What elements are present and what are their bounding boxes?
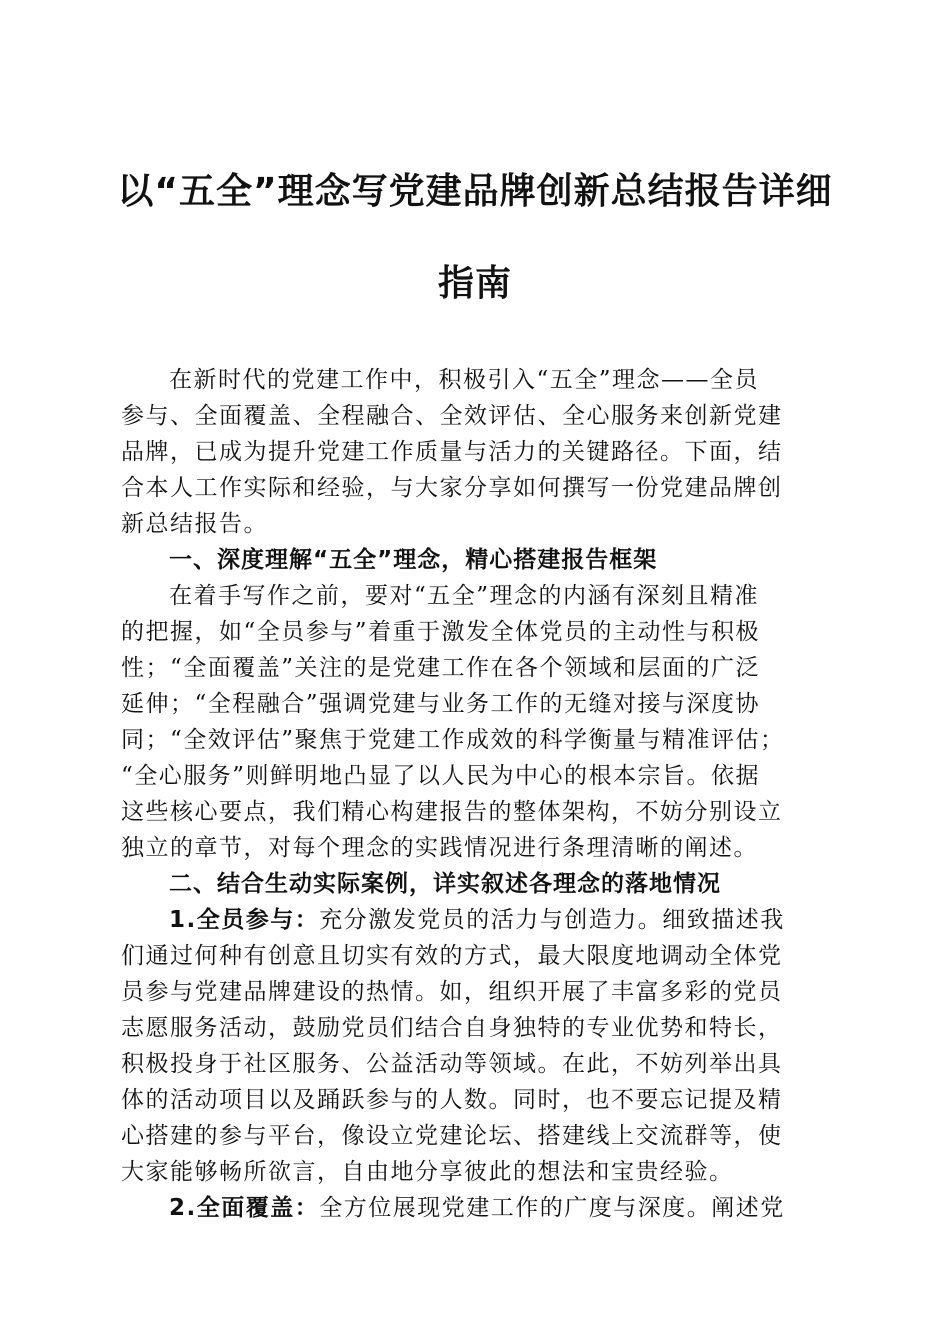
body-line xyxy=(121,938,831,974)
line-text: 二、结合生动实际案例，详实叙述各理念的落地情况 xyxy=(169,871,721,897)
item-lead: 2.全面覆盖： xyxy=(169,1195,320,1221)
body-line xyxy=(121,506,831,542)
document-title-line-1: 以“五全”理念写党建品牌创新总结报告详细 xyxy=(117,171,833,212)
body-line xyxy=(121,902,831,938)
line-text: 员参与党建品牌建设的热情。如，组织开展了丰富多彩的党员 xyxy=(121,979,783,1005)
line-text: 在新时代的党建工作中，积极引入“五全”理念——全员 xyxy=(169,367,760,393)
body-line xyxy=(121,722,831,758)
document-title-line-2: 指南 xyxy=(437,263,512,304)
line-text: 的把握，如“全员参与”着重于激发全体党员的主动性与积极 xyxy=(121,619,761,645)
line-text: 品牌，已成为提升党建工作质量与活力的关键路径。下面，结 xyxy=(121,439,783,465)
body-line xyxy=(121,758,831,794)
line-text: 心搭建的参与平台，像设立党建论坛、搭建线上交流群等，使 xyxy=(121,1123,783,1149)
line-text: 全方位展现党建工作的广度与深度。阐述党 xyxy=(319,1195,785,1221)
body-line xyxy=(121,470,831,506)
body-line xyxy=(121,974,831,1010)
line-text: 积极投身于社区服务、公益活动等领域。在此，不妨列举出具 xyxy=(121,1051,783,1077)
document-body xyxy=(121,362,831,1226)
line-text: 性；“全面覆盖”关注的是党建工作在各个领域和层面的广泛 xyxy=(121,655,761,681)
body-line xyxy=(121,398,831,434)
body-line xyxy=(121,1046,831,1082)
item-lead: 1.全员参与： xyxy=(169,907,320,933)
line-text: 新总结报告。 xyxy=(121,511,268,537)
line-text: 延伸；“全程融合”强调党建与业务工作的无缝对接与深度协 xyxy=(121,691,761,717)
body-line xyxy=(121,434,831,470)
line-text: 参与、全面覆盖、全程融合、全效评估、全心服务来创新党建 xyxy=(121,403,783,429)
body-line xyxy=(121,830,831,866)
body-line xyxy=(121,1118,831,1154)
line-text: 大家能够畅所欲言，自由地分享彼此的想法和宝贵经验。 xyxy=(121,1159,734,1185)
line-text: 体的活动项目以及踊跃参与的人数。同时，也不要忘记提及精 xyxy=(121,1087,783,1113)
line-text: 志愿服务活动，鼓励党员们结合自身独特的专业优势和特长， xyxy=(121,1015,783,1041)
line-text: 独立的章节，对每个理念的实践情况进行条理清晰的阐述。 xyxy=(121,835,758,861)
line-text: 同；“全效评估”聚焦于党建工作成效的科学衡量与精准评估； xyxy=(121,727,785,753)
line-text: 充分激发党员的活力与创造力。细致描述我 xyxy=(319,907,785,933)
line-text: 一、深度理解“五全”理念，精心搭建报告框架 xyxy=(169,547,658,573)
section-heading xyxy=(121,542,831,578)
line-text: 们通过何种有创意且切实有效的方式，最大限度地调动全体党 xyxy=(121,943,783,969)
body-line xyxy=(121,650,831,686)
body-line xyxy=(121,578,831,614)
section-heading xyxy=(121,866,831,902)
line-text: 在着手写作之前，要对“五全”理念的内涵有深刻且精准 xyxy=(169,583,760,609)
body-line xyxy=(121,794,831,830)
body-line xyxy=(121,1010,831,1046)
line-text: 这些核心要点，我们精心构建报告的整体架构，不妨分别设立 xyxy=(121,799,783,825)
body-line xyxy=(121,1154,831,1190)
body-line xyxy=(121,614,831,650)
line-text: “全心服务”则鲜明地凸显了以人民为中心的根本宗旨。依据 xyxy=(121,763,761,789)
body-line xyxy=(121,686,831,722)
body-line xyxy=(121,362,831,398)
line-text: 合本人工作实际和经验，与大家分享如何撰写一份党建品牌创 xyxy=(121,475,783,501)
body-line xyxy=(121,1082,831,1118)
body-line xyxy=(121,1190,831,1226)
